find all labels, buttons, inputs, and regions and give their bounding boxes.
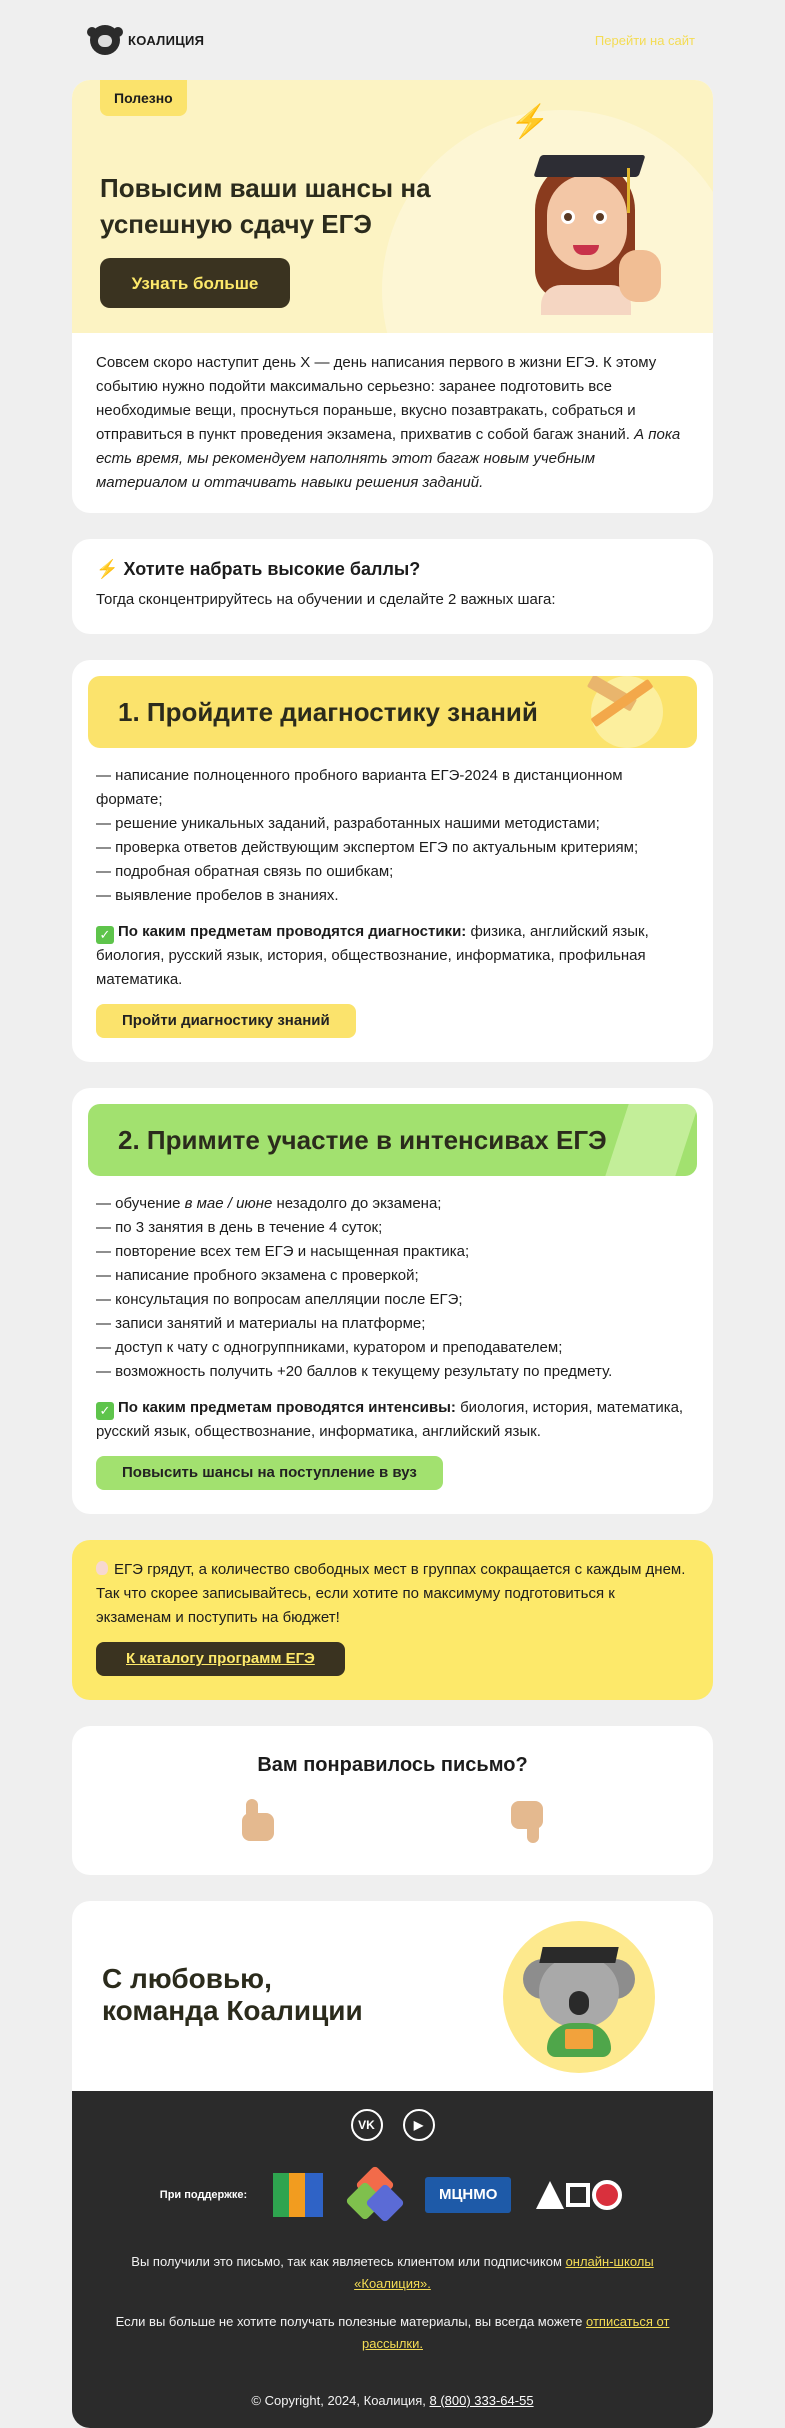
copyright <box>96 2393 689 2408</box>
hero-title: Повысим ваши шансы на успешную сдачу ЕГЭ <box>100 173 431 239</box>
list-item-text: — обучение <box>96 1195 181 1212</box>
feedback-card <box>72 1726 713 1875</box>
partners-row <box>96 2169 689 2221</box>
step1-list <box>96 764 689 908</box>
list-item: — написание пробного экзамена с проверкой; <box>96 1267 419 1284</box>
list-item: — повторение всех тем ЕГЭ и насыщенная практика; <box>96 1243 470 1260</box>
hero-card <box>72 80 713 513</box>
list-item: — подробная обратная связь по ошибкам; <box>96 863 394 880</box>
letter-decor-icon <box>604 1104 697 1176</box>
school-link[interactable]: онлайн-школы «Коалиция». <box>354 2254 654 2291</box>
list-item: — записи занятий и материалы на платформе; <box>96 1315 426 1332</box>
list-item: — доступ к чату с одногруппниками, куратором и преподавателем; <box>96 1339 563 1356</box>
step1-subjects-list: физика, английский язык, биология, русский язык, история, обществознание, информатика, профильная математика. <box>96 923 649 988</box>
tip-card <box>72 539 713 634</box>
tip-text: Тогда сконцентрируйтесь на обучении и сделайте 2 важных шага: <box>96 591 556 608</box>
raise-chances-button[interactable]: Повысить шансы на поступление в вуз <box>96 1456 443 1490</box>
unsubscribe-link[interactable]: отписаться от рассылки. <box>362 2314 670 2351</box>
list-item: — решение уникальных заданий, разработанных нашими методистами; <box>96 815 600 832</box>
signature-line2: команда Коалиции <box>102 1995 363 2026</box>
step2-subjects <box>96 1396 689 1444</box>
promo-text <box>96 1558 689 1630</box>
footer <box>72 2091 713 2428</box>
step2-list <box>96 1192 689 1384</box>
learn-more-button[interactable] <box>100 258 290 308</box>
partner-logo-mcnmo: МЦНМО <box>425 2177 511 2213</box>
catalog-button[interactable]: К каталогу программ ЕГЭ <box>96 1642 345 1676</box>
list-item: — возможность получить +20 баллов к текущему результату по предмету. <box>96 1363 613 1380</box>
step2-subjects-list: биология, история, математика, русский язык, обществознание, информатика, английский язык. <box>96 1399 684 1440</box>
feedback-options <box>96 1797 689 1845</box>
partner-logo-gem-icon <box>347 2169 403 2221</box>
step1-subjects-label: По каким предметам проводятся диагностики: <box>118 923 467 940</box>
lightning-icon: ⚡ <box>510 103 550 139</box>
step2-subjects-label: По каким предметам проводятся интенсивы: <box>118 1399 456 1416</box>
take-diagnostics-button[interactable]: Пройти диагностику знаний <box>96 1004 356 1038</box>
student-avatar-icon <box>527 150 667 310</box>
step1-header <box>88 676 697 748</box>
social-links <box>96 2109 689 2141</box>
signature-text <box>102 1963 363 2027</box>
list-item <box>96 1192 689 1216</box>
lightning-icon: ⚡ <box>96 559 119 579</box>
vk-icon[interactable]: VK <box>351 2109 383 2141</box>
list-item-text: незадолго до экзамена; <box>276 1195 442 1212</box>
step1-subjects <box>96 920 689 992</box>
list-item: — проверка ответов действующим экспертом ЕГЭ по актуальным критериям; <box>96 839 639 856</box>
signature-line1: С любовью, <box>102 1963 272 1994</box>
hero-badge: Полезно <box>100 80 187 116</box>
intro-paragraph: Совсем скоро наступит день Х — день написания первого в жизни ЕГЭ. К этому событию нужно подойти максимально серьезно: заранее подготовить все необходимые вещи, проснуться пораньше, вкусно позавтракать, собраться и отправиться в пункт проведения экзамена, прихватив с собой багаж знаний. <box>96 354 657 443</box>
step1-body <box>88 748 697 1038</box>
go-to-site-link[interactable]: Перейти на сайт <box>594 32 695 48</box>
step1-card <box>72 660 713 1062</box>
step2-header <box>88 1104 697 1176</box>
check-mark-icon: ✓ <box>96 1402 114 1420</box>
phone-link[interactable]: 8 (800) 333-64-55 <box>429 2393 534 2408</box>
email-header <box>0 0 785 80</box>
koala-mascot-icon <box>523 1939 635 2059</box>
unsubscribe-note <box>96 2311 689 2355</box>
partner-logo-cube-icon <box>269 2169 325 2221</box>
promo-paragraph: ЕГЭ грядут, а количество свободных мест в группах сокращается с каждым днем. Так что скорее записывайтесь, если хотите по максимуму подготовиться к экзаменам и поступить на бюджет! <box>96 1561 686 1626</box>
check-mark-icon: ✓ <box>96 926 114 944</box>
subscription-note <box>96 2251 689 2295</box>
list-item: — консультация по вопросам апелляции после ЕГЭ; <box>96 1291 463 1308</box>
intro-italic: А пока есть время, мы рекомендуем наполнять этот багаж новым учебным материалом и оттачивать навыки решения заданий. <box>96 426 681 491</box>
promo-block <box>72 1540 713 1700</box>
intro-text <box>72 333 713 513</box>
tip-heading <box>96 559 689 580</box>
fire-icon <box>96 1561 108 1575</box>
list-item: — по 3 занятия в день в течение 4 суток; <box>96 1219 383 1236</box>
support-label: При поддержке: <box>159 2189 248 2201</box>
thumbs-down-icon[interactable] <box>505 1797 549 1845</box>
hero-banner <box>72 80 713 333</box>
tip-title: Хотите набрать высокие баллы? <box>123 559 421 579</box>
step1-title: 1. Пройдите диагностику знаний <box>118 696 538 727</box>
subscription-note-text: Вы получили это письмо, так как являетесь клиентом или подписчиком <box>131 2254 562 2269</box>
thumbs-up-icon[interactable] <box>236 1797 280 1845</box>
brand[interactable] <box>90 25 204 55</box>
signature-block <box>72 1901 713 2091</box>
video-icon[interactable]: ▶ <box>403 2109 435 2141</box>
list-item-italic: в мае / июне <box>184 1195 273 1212</box>
list-item: — написание полноценного пробного варианта ЕГЭ-2024 в дистанционном формате; <box>96 767 623 808</box>
copyright-text: © Copyright, 2024, Коалиция, <box>251 2393 426 2408</box>
unsubscribe-note-text: Если вы больше не хотите получать полезные материалы, вы всегда можете <box>115 2314 583 2329</box>
brand-name: КОАЛИЦИЯ <box>128 32 205 48</box>
partner-logo-shapes-icon <box>533 2177 625 2213</box>
step2-card <box>72 1088 713 1514</box>
koala-logo-icon <box>90 25 120 55</box>
list-item: — выявление пробелов в знаниях. <box>96 887 339 904</box>
step2-body <box>88 1176 697 1490</box>
feedback-title: Вам понравилось письмо? <box>257 1754 528 1776</box>
step2-title: 2. Примите участие в интенсивах ЕГЭ <box>118 1124 607 1155</box>
learn-more-label: Узнать больше <box>131 274 259 293</box>
